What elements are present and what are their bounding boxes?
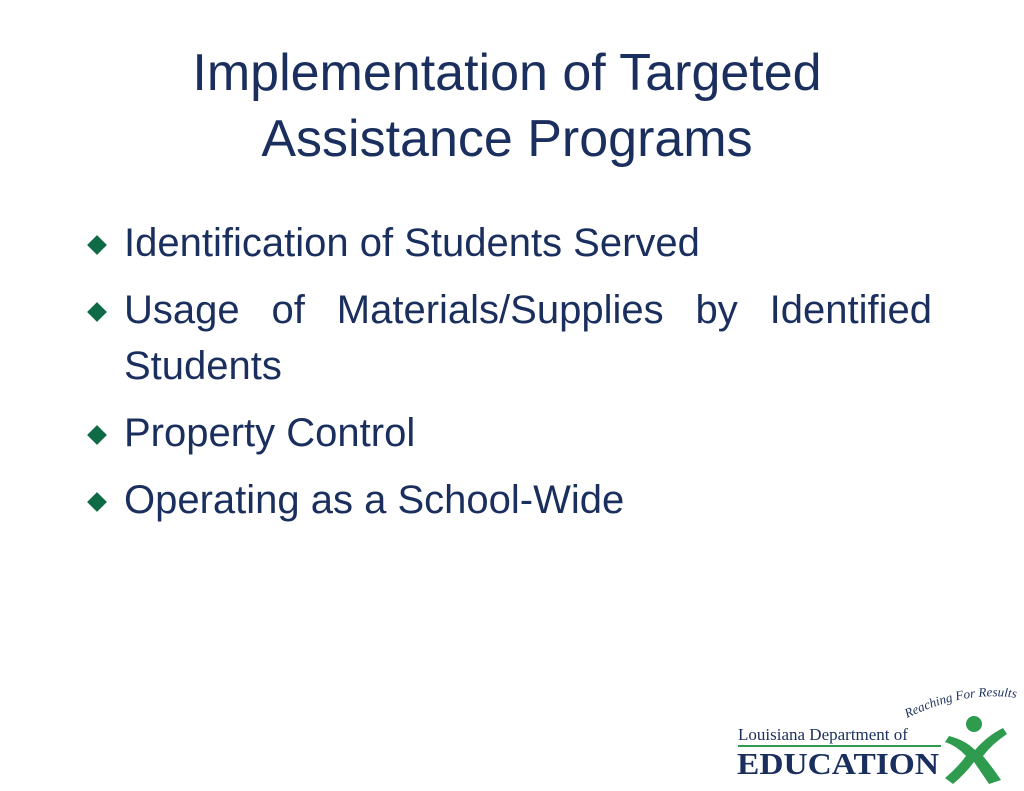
- bullet-list: [84, 215, 932, 539]
- bullet-text: Identification of Students Served: [124, 221, 700, 265]
- green-x-figure-icon: [945, 716, 1007, 784]
- logo-org-line-2: EDUCATION: [737, 746, 939, 781]
- slide-title-line-2: Assistance Programs: [261, 110, 753, 168]
- logo-graphic: [735, 688, 1020, 788]
- bullet-item: [84, 282, 932, 394]
- logo-org-line-1: Louisiana Department of: [738, 725, 908, 744]
- louisiana-doe-logo: [735, 688, 1020, 788]
- diamond-bullet-icon: [87, 302, 107, 322]
- logo-tagline: Reaching For Results: [901, 688, 1018, 721]
- bullet-text: Usage of Materials/Supplies by Identified Students: [124, 288, 932, 388]
- bullet-item: [84, 405, 932, 461]
- diamond-bullet-icon: [87, 492, 107, 512]
- bullet-text: Operating as a School-Wide: [124, 478, 625, 522]
- bullet-item: [84, 472, 932, 528]
- bullet-item: [84, 215, 932, 271]
- diamond-bullet-icon: [87, 425, 107, 445]
- diamond-bullet-icon: [87, 235, 107, 255]
- slide-title-line-1: Implementation of Targeted: [192, 44, 822, 102]
- bullet-text: Property Control: [124, 411, 416, 455]
- slide-title: [0, 40, 1014, 172]
